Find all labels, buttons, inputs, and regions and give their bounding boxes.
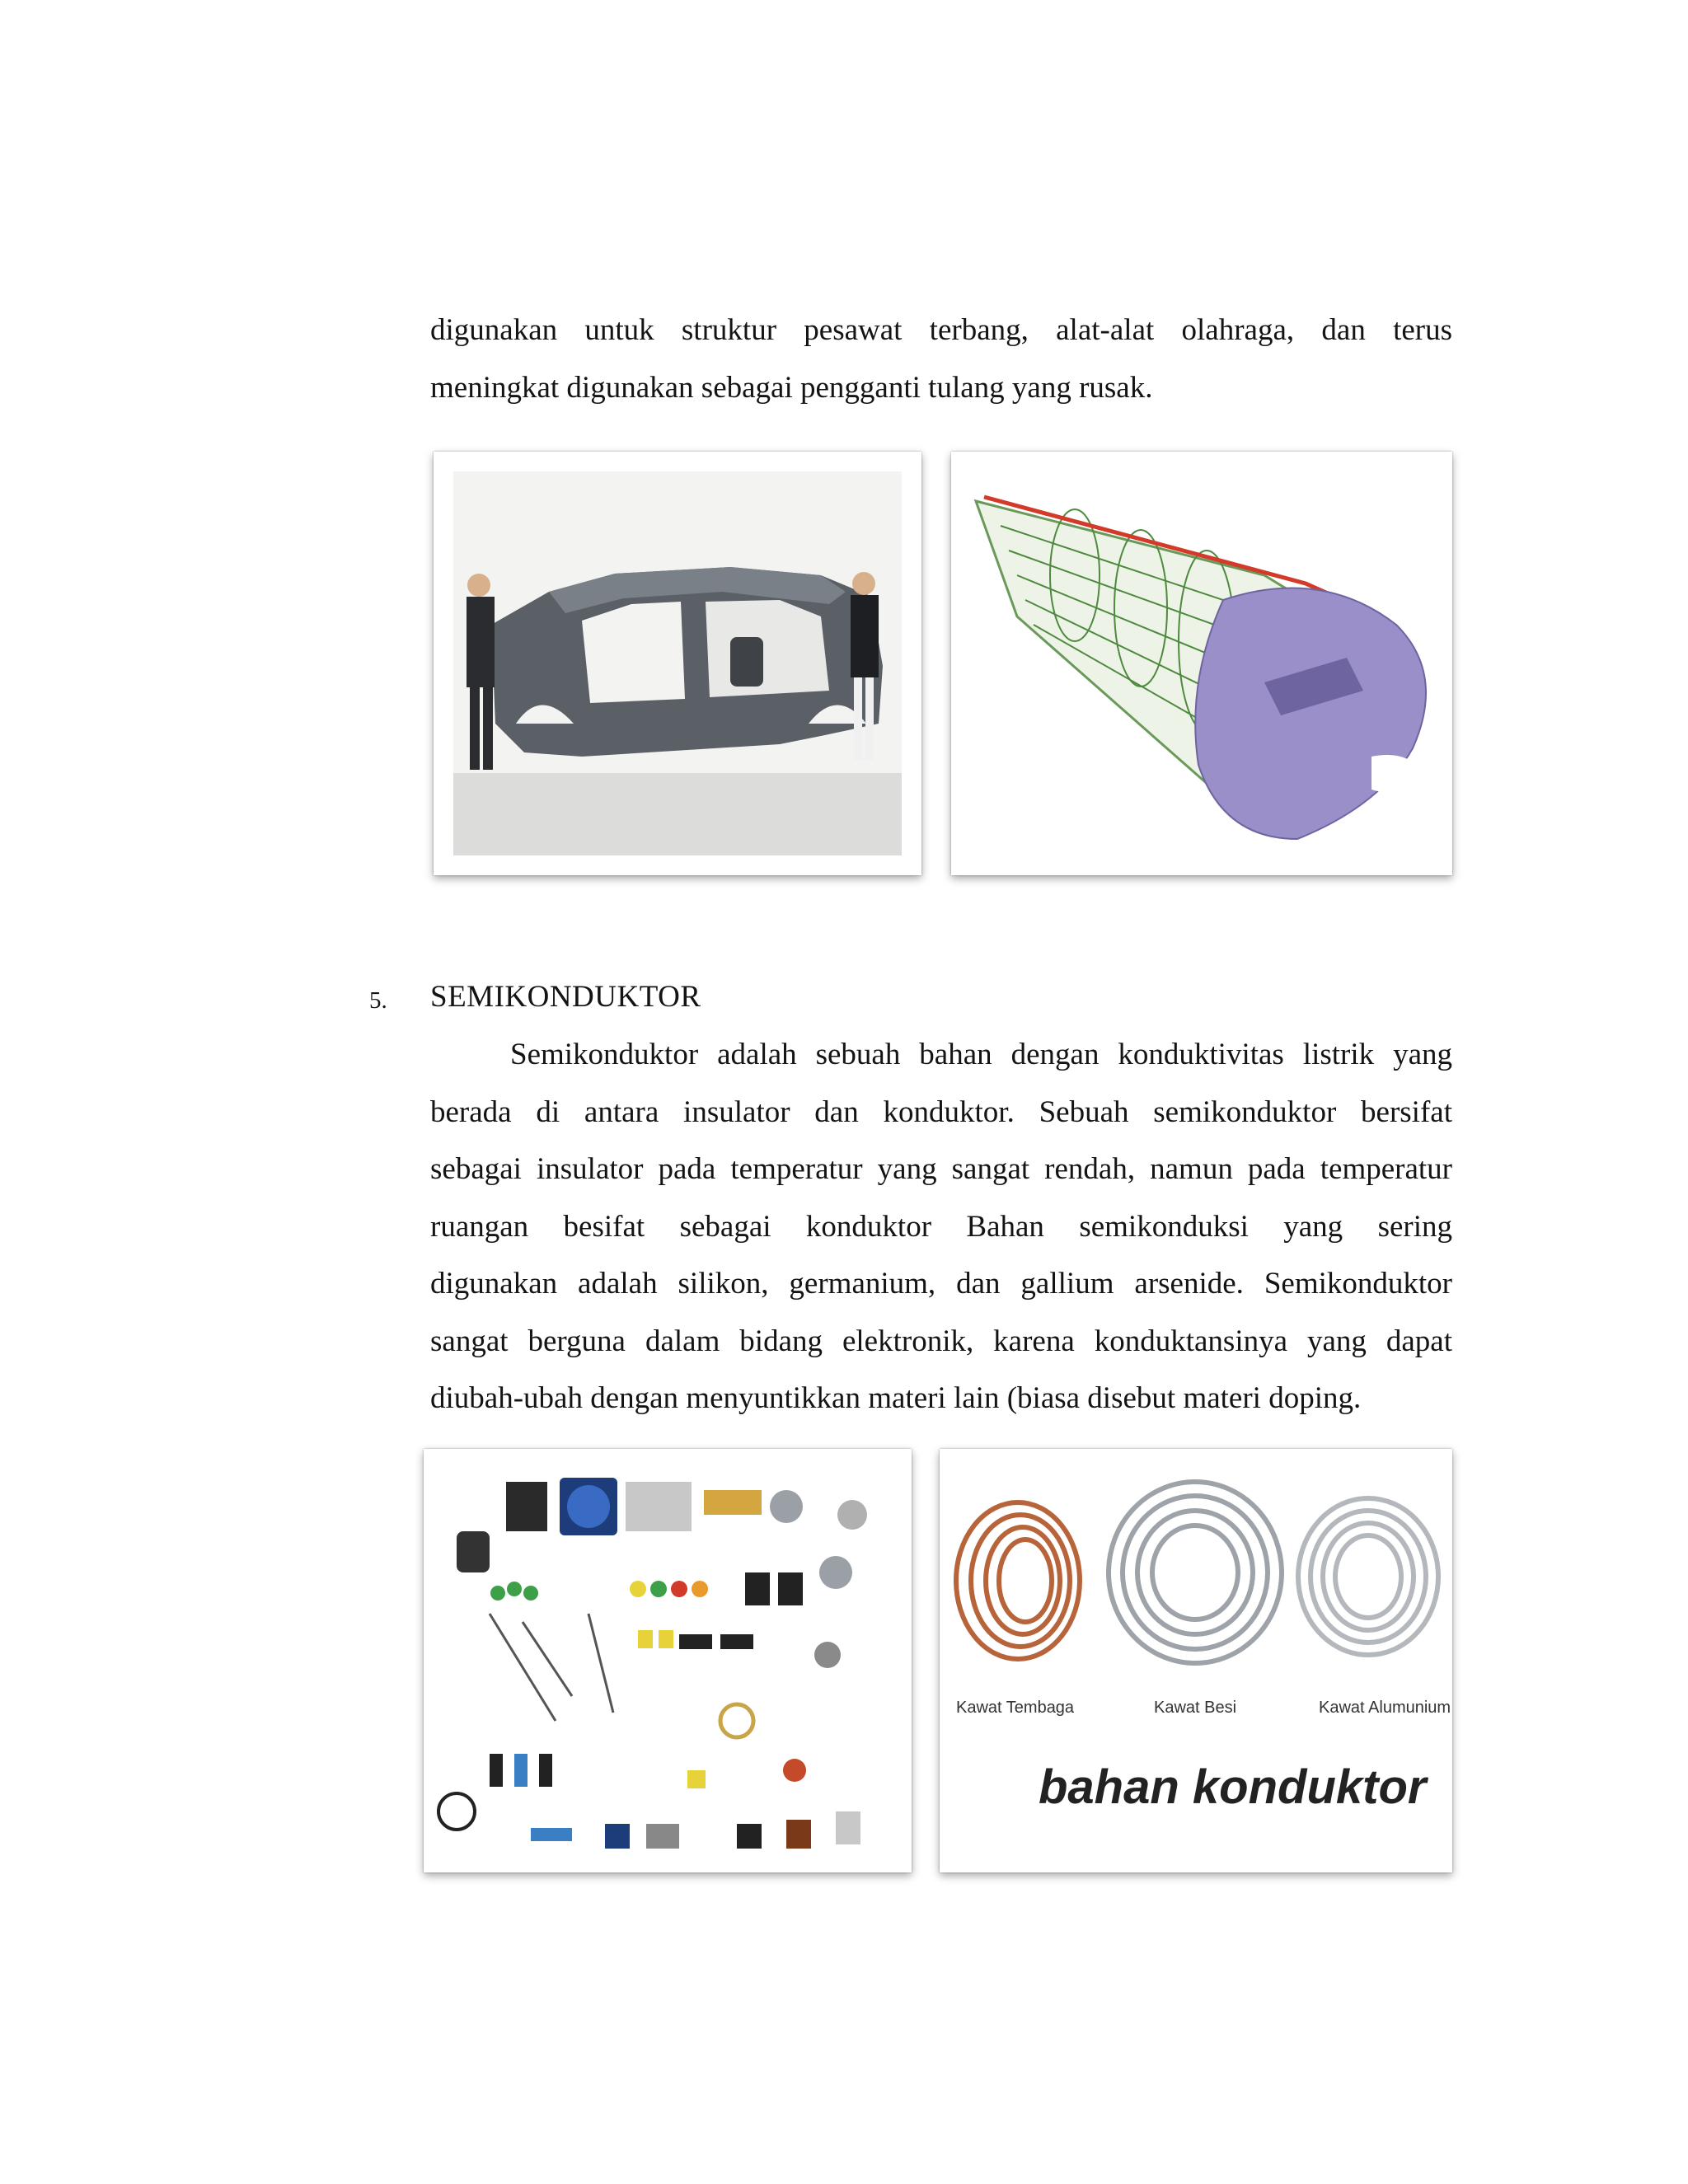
aircraft-fuselage-photo: [951, 452, 1452, 875]
paragraph-semikonduktor: [430, 1026, 1452, 1427]
text-line: sangat berguna dalam bidang elektronik, karena konduktansinya yang dapat: [430, 1324, 1452, 1358]
car-chassis-photo: [434, 452, 921, 875]
paragraph-continuation: [430, 302, 1452, 416]
text-line: ruangan besifat sebagai konduktor Bahan semikonduksi yang sering: [430, 1209, 1452, 1244]
text-line: meningkat digunakan sebagai pengganti tulang yang rusak.: [430, 370, 1153, 405]
text-line: digunakan untuk struktur pesawat terbang, alat-alat olahraga, dan terus: [430, 313, 1452, 347]
text-line: berada di antara insulator dan konduktor. Sebuah semikonduktor bersifat: [430, 1094, 1452, 1129]
label-kawat-alumunium: Kawat Alumunium: [1319, 1699, 1451, 1717]
figure-caption-bahan-konduktor: bahan konduktor: [1039, 1760, 1427, 1814]
text-line: Semikonduktor adalah sebuah bahan dengan konduktivitas listrik yang: [510, 1038, 1452, 1071]
section-number: 5.: [369, 987, 387, 1014]
text-line: sebagai insulator pada temperatur yang sangat rendah, namun pada temperatur: [430, 1152, 1452, 1186]
text-line: diubah-ubah dengan menyuntikkan materi lain (biasa disebut materi doping.: [430, 1381, 1362, 1415]
label-kawat-tembaga: Kawat Tembaga: [956, 1699, 1075, 1717]
electronic-components-photo: [424, 1449, 912, 1872]
section-title: SEMIKONDUKTOR: [430, 980, 701, 1014]
conductor-wires-photo: [940, 1449, 1452, 1872]
text-line: digunakan adalah silikon, germanium, dan gallium arsenide. Semikonduktor: [430, 1267, 1452, 1301]
label-kawat-besi: Kawat Besi: [1154, 1699, 1237, 1717]
